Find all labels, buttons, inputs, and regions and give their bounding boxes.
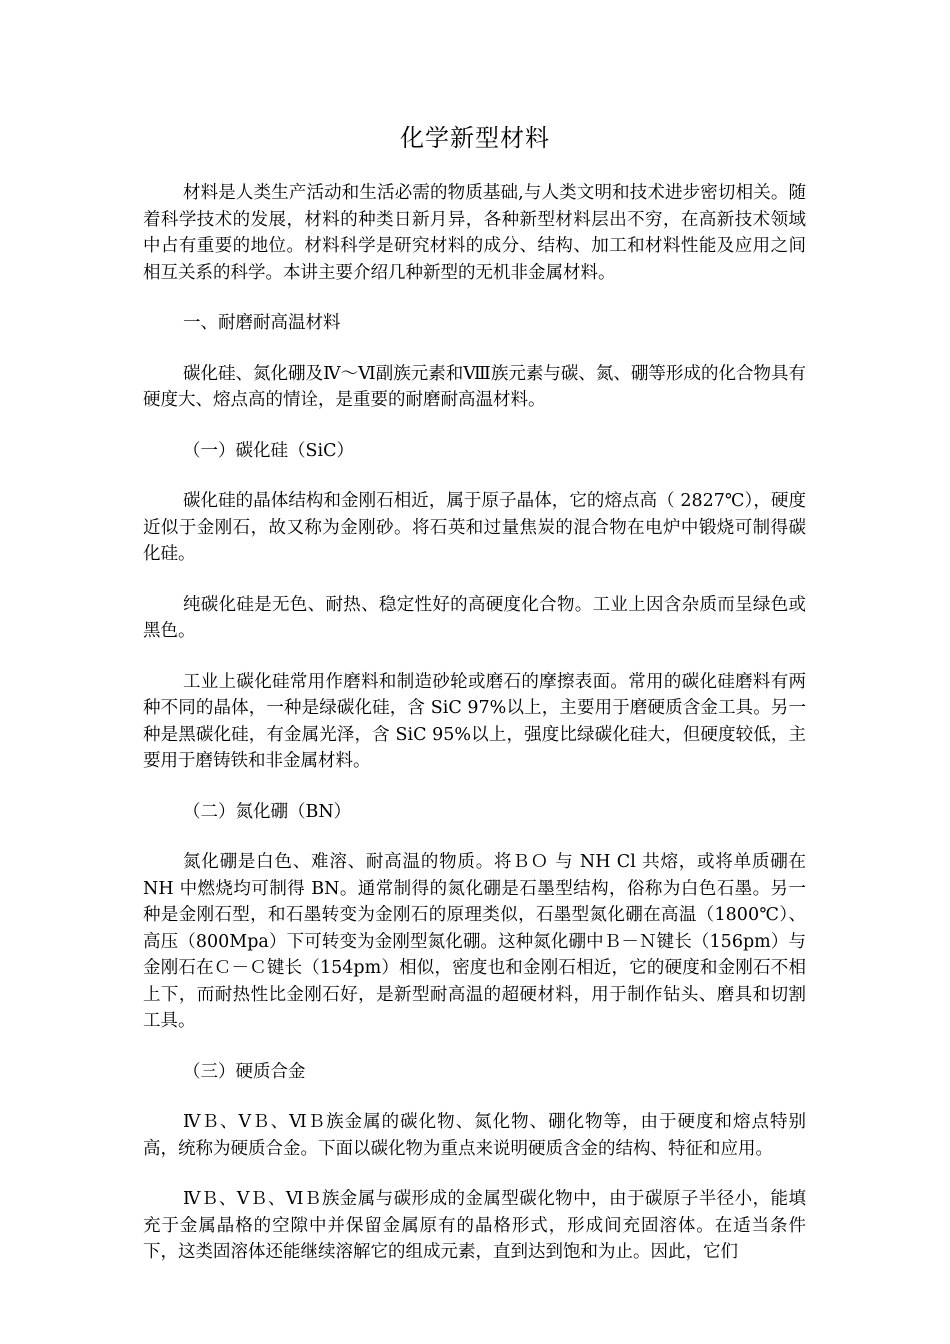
subsection-heading-hard-alloy: （三）硬质合金 xyxy=(183,1061,306,1082)
paragraph: 碳化硅、氮化硼及Ⅳ～Ⅵ副族元素和Ⅷ族元素与碳、氮、硼等形成的化合物具有硬度大、熔点高的情诠，是重要的耐磨耐高温材料。 xyxy=(143,363,806,410)
paragraph: 碳化硅的晶体结构和金刚石相近，属于原子晶体，它的熔点高（ 2827℃），硬度近似于金刚石，故又称为金刚砂。将石英和过量焦炭的混合物在电炉中锻烧可制得碳化硅。 xyxy=(143,491,806,564)
paragraph: 氮化硼是白色、难溶、耐高温的物质。将ＢＯ 与 NH Cl 共熔，或将单质硼在NH 中燃烧均可制得 BN。通常制得的氮化硼是石墨型结构，俗称为白色石墨。另一种是金刚石型，和石墨转变为金刚石的原理类似，石墨型氮化硼在高温（1800℃）、高压（800Mpa）下可转变为金刚型氮化硼。这种氮化硼中Ｂ－Ｎ键长（156pm）与金刚石在Ｃ－Ｃ键长（154pm）相似，密度也和金刚石相近，它的硬度和金刚石不相上下，而耐热性比金刚石好，是新型耐高温的超硬材料，用于制作钻头、磨具和切割工具。 xyxy=(143,852,806,1031)
section-heading-wear-resistant: 一、耐磨耐高温材料 xyxy=(183,313,341,333)
page-title: 化学新型材料 xyxy=(400,124,550,152)
intro-paragraph: 材料是人类生产活动和生活必需的物质基础,与人类文明和技术进步密切相关。随着科学技术的发展，材料的种类日新月异，各种新型材料层出不穷，在高新技术领域中占有重要的地位。材料科学是研究材料的成分、结构、加工和材料性能及应用之间相互关系的科学。本讲主要介绍几种新型的无机非金属材料。 xyxy=(143,183,806,283)
body-text xyxy=(143,180,806,1290)
paragraph: ⅣＢ、ⅤＢ、ⅥＢ族金属的碳化物、氮化物、硼化物等，由于硬度和熔点特别高，统称为硬质合金。下面以碳化物为重点来说明硬质含金的结构、特征和应用。 xyxy=(143,1112,806,1159)
subsection-heading-sic: （一）碳化硅（SiC） xyxy=(183,440,354,461)
paragraph: 纯碳化硅是无色、耐热、稳定性好的高硬度化合物。工业上因含杂质而呈绿色或黑色。 xyxy=(143,594,806,641)
paragraph: ⅣＢ、ⅤＢ、ⅥＢ族金属与碳形成的金属型碳化物中，由于碳原子半径小，能填充于金属晶格的空隙中并保留金属原有的晶格形式，形成间充固溶体。在适当条件下，这类固溶体还能继续溶解它的组成元素，直到达到饱和为止。因此，它们 xyxy=(143,1189,806,1262)
paragraph: 工业上碳化硅常用作磨料和制造砂轮或磨石的摩擦表面。常用的碳化硅磨料有两种不同的晶体，一种是绿碳化硅，含 SiC 97%以上，主要用于磨硬质含金工具。另一种是黑碳化硅，有金属光泽，含 SiC 95%以上，强度比绿碳化硅大，但硬度较低，主要用于磨铸铁和非金属材料。 xyxy=(143,671,806,771)
subsection-heading-bn: （二）氮化硼（BN） xyxy=(183,801,352,822)
